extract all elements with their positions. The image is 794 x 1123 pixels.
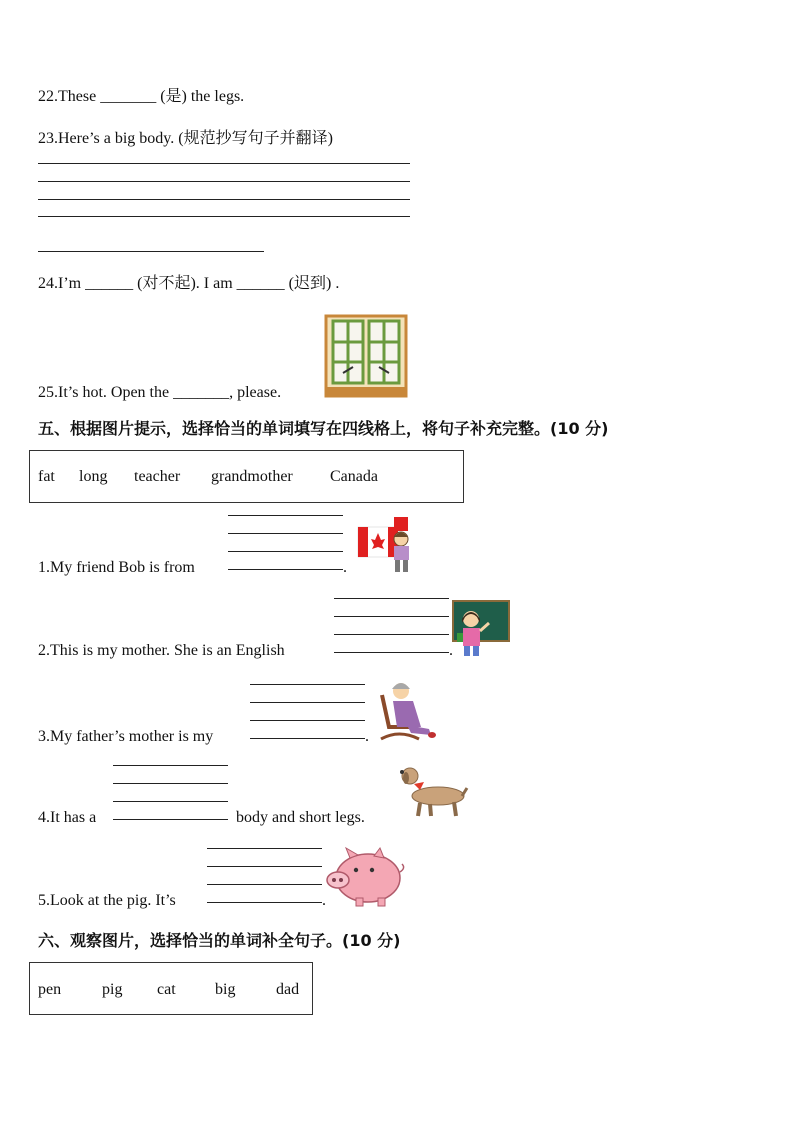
question-22: 22.These _______ (是) the legs. (38, 88, 245, 105)
grid-line (250, 720, 365, 721)
grid-line (250, 738, 365, 739)
translation-line (38, 251, 264, 252)
word-bank-item[interactable]: pen (38, 981, 62, 998)
item-end: . (365, 728, 369, 745)
item-end: body and short legs. (236, 809, 365, 826)
word-bank-item[interactable]: grandmother (211, 468, 293, 485)
grid-line (207, 866, 322, 867)
blank[interactable]: ______ (85, 275, 134, 292)
word-bank-item[interactable]: cat (157, 981, 176, 998)
write-line (38, 199, 410, 200)
section-5-heading: 五、根据图片提示，选择恰当的单词填写在四线格上，将句子补充完整。(10 分) (38, 419, 609, 438)
word-bank (29, 962, 313, 1015)
window-image (325, 315, 407, 397)
grid-line (207, 884, 322, 885)
grid-line (228, 533, 343, 534)
word-bank-item[interactable]: teacher (134, 468, 181, 485)
grid-line (334, 652, 449, 653)
grid-line (228, 569, 343, 570)
grid-line (334, 616, 449, 617)
write-line (38, 181, 410, 182)
grid-line (113, 819, 228, 820)
grid-line (250, 684, 365, 685)
grid-line (113, 801, 228, 802)
grandmother-image (377, 677, 437, 743)
grid-line (228, 551, 343, 552)
write-line (38, 163, 410, 164)
write-line (38, 216, 410, 217)
fat-pig-image (326, 848, 404, 908)
grid-line (228, 515, 343, 516)
grid-line (207, 848, 322, 849)
grid-line (334, 634, 449, 635)
question-24: 24.I’m ______ (对不起). I am ______ (迟到) . (38, 275, 340, 292)
grid-line (207, 902, 322, 903)
long-dog-image (398, 764, 468, 824)
blank[interactable]: _______ (173, 384, 230, 401)
canada-boy-image (356, 515, 414, 575)
question-25: 25.It’s hot. Open the _______, please. (38, 384, 282, 401)
item-3: 3.My father’s mother is my (38, 728, 214, 745)
grid-line (334, 598, 449, 599)
word-bank-item[interactable]: Canada (330, 468, 378, 485)
item-end: . (449, 642, 453, 659)
item-2: 2.This is my mother. She is an English (38, 642, 285, 659)
grid-line (250, 702, 365, 703)
item-4: 4.It has a (38, 809, 97, 826)
blank[interactable]: _______ (100, 88, 157, 105)
item-1: 1.My friend Bob is from (38, 559, 195, 576)
blank[interactable]: ______ (236, 275, 285, 292)
word-bank-item[interactable]: big (215, 981, 236, 998)
word-bank (29, 450, 464, 503)
item-5: 5.Look at the pig. It’s (38, 892, 176, 909)
grid-line (113, 765, 228, 766)
word-bank-item[interactable]: fat (38, 468, 55, 485)
question-23: 23.Here’s a big body. (规范抄写句子并翻译) (38, 130, 333, 147)
item-end: . (322, 892, 326, 909)
teacher-image (453, 601, 510, 657)
section-6-heading: 六、观察图片，选择恰当的单词补全句子。(10 分) (38, 931, 401, 950)
grid-line (113, 783, 228, 784)
word-bank-item[interactable]: pig (102, 981, 123, 998)
word-bank-item[interactable]: long (79, 468, 108, 485)
item-end: . (343, 559, 347, 576)
word-bank-item[interactable]: dad (276, 981, 300, 998)
